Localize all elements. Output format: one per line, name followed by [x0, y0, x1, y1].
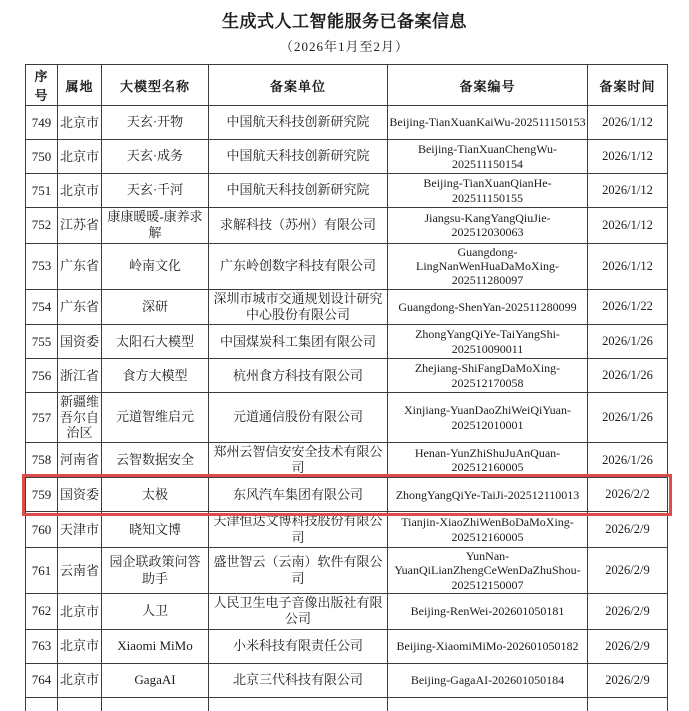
cell-serial-number: 753 — [26, 243, 58, 289]
cell-region: 北京市 — [58, 140, 102, 174]
cell-model-name: GagaAI — [102, 663, 209, 697]
cell-region: 广东省 — [58, 289, 102, 325]
cell-region: 浙江省 — [58, 359, 102, 393]
cell-model-name: 天玄·千河 — [102, 174, 209, 208]
cell-filing-code: Henan-YunZhiShuJuAnQuan-202512160005 — [388, 442, 588, 478]
column-header: 序号 — [26, 65, 58, 106]
cell-filing-date: 2026/1/26 — [588, 359, 668, 393]
cell-serial-number: 760 — [26, 512, 58, 548]
cell-filing-org — [209, 697, 388, 711]
cell-region — [58, 697, 102, 711]
cell-filing-code: Beijing-TianXuanQianHe-202511150155 — [388, 174, 588, 208]
page-title: 生成式人工智能服务已备案信息 — [0, 7, 689, 32]
cell-filing-date: 2026/1/12 — [588, 243, 668, 289]
cell-filing-org: 郑州云智信安安全技术有限公司 — [209, 442, 388, 478]
cell-region: 江苏省 — [58, 208, 102, 244]
table-row — [26, 663, 668, 697]
table-row — [26, 629, 668, 663]
cell-filing-date: 2026/1/12 — [588, 106, 668, 140]
cell-model-name: 园企联政策问答助手 — [102, 547, 209, 593]
column-header: 大模型名称 — [102, 65, 209, 106]
table-row — [26, 594, 668, 630]
cell-region: 北京市 — [58, 663, 102, 697]
table-body — [26, 106, 668, 711]
cell-filing-org: 东风汽车集团有限公司 — [209, 478, 388, 512]
cell-filing-code: Beijing-GagaAI-202601050184 — [388, 663, 588, 697]
table-row — [26, 106, 668, 140]
cell-serial-number: 757 — [26, 393, 58, 443]
table-row — [26, 289, 668, 325]
cell-filing-org: 天津恒达文博科技股份有限公司 — [209, 512, 388, 548]
cell-serial-number — [26, 697, 58, 711]
column-header: 备案时间 — [588, 65, 668, 106]
cell-filing-date: 2026/2/9 — [588, 663, 668, 697]
cell-filing-org: 中国煤炭科工集团有限公司 — [209, 325, 388, 359]
filing-table — [25, 64, 668, 711]
cell-filing-code — [388, 697, 588, 711]
header-row — [26, 65, 668, 106]
cell-model-name: 元道智维启元 — [102, 393, 209, 443]
column-header: 备案编号 — [388, 65, 588, 106]
cell-filing-code: Zhejiang-ShiFangDaMoXing-202512170058 — [388, 359, 588, 393]
cell-serial-number: 749 — [26, 106, 58, 140]
cell-region: 河南省 — [58, 442, 102, 478]
cell-serial-number: 758 — [26, 442, 58, 478]
cell-serial-number: 759 — [26, 478, 58, 512]
partial-row — [26, 697, 668, 711]
cell-model-name: 康康暖暖-康养求解 — [102, 208, 209, 244]
cell-serial-number: 761 — [26, 547, 58, 593]
cell-region: 天津市 — [58, 512, 102, 548]
cell-model-name: 云智数据安全 — [102, 442, 209, 478]
cell-filing-date: 2026/1/26 — [588, 393, 668, 443]
cell-region: 北京市 — [58, 174, 102, 208]
cell-filing-code: Guangdong-LingNanWenHuaDaMoXing-202511280097 — [388, 243, 588, 289]
cell-serial-number: 763 — [26, 629, 58, 663]
cell-filing-org: 人民卫生电子音像出版社有限公司 — [209, 594, 388, 630]
cell-model-name: Xiaomi MiMo — [102, 629, 209, 663]
cell-filing-code: Beijing-XiaomiMiMo-202601050182 — [388, 629, 588, 663]
page-subtitle: （2026年1月至2月） — [0, 36, 689, 55]
cell-filing-date: 2026/1/22 — [588, 289, 668, 325]
table-row — [26, 359, 668, 393]
cell-filing-org: 盛世智云（云南）软件有限公司 — [209, 547, 388, 593]
cell-model-name: 天玄·开物 — [102, 106, 209, 140]
cell-serial-number: 756 — [26, 359, 58, 393]
cell-filing-date: 2026/2/2 — [588, 478, 668, 512]
cell-serial-number: 751 — [26, 174, 58, 208]
cell-filing-date: 2026/2/9 — [588, 547, 668, 593]
cell-filing-date: 2026/2/9 — [588, 629, 668, 663]
cell-filing-org: 中国航天科技创新研究院 — [209, 140, 388, 174]
cell-filing-date: 2026/1/12 — [588, 140, 668, 174]
cell-filing-org: 中国航天科技创新研究院 — [209, 106, 388, 140]
cell-filing-date: 2026/1/12 — [588, 208, 668, 244]
cell-model-name: 太极 — [102, 478, 209, 512]
cell-filing-code: Beijing-RenWei-202601050181 — [388, 594, 588, 630]
cell-filing-code: Beijing-TianXuanKaiWu-202511150153 — [388, 106, 588, 140]
cell-region: 国资委 — [58, 325, 102, 359]
cell-filing-date — [588, 697, 668, 711]
cell-region: 北京市 — [58, 106, 102, 140]
cell-filing-org: 元道通信股份有限公司 — [209, 393, 388, 443]
cell-model-name: 人卫 — [102, 594, 209, 630]
cell-filing-date: 2026/2/9 — [588, 512, 668, 548]
cell-region: 北京市 — [58, 594, 102, 630]
document-page — [0, 7, 689, 677]
cell-filing-org: 中国航天科技创新研究院 — [209, 174, 388, 208]
table-row — [26, 547, 668, 593]
cell-filing-org: 杭州食方科技有限公司 — [209, 359, 388, 393]
cell-serial-number: 750 — [26, 140, 58, 174]
table-row — [26, 325, 668, 359]
cell-region: 新疆维吾尔自治区 — [58, 393, 102, 443]
cell-model-name: 晓知文博 — [102, 512, 209, 548]
cell-filing-code: Beijing-TianXuanChengWu-202511150154 — [388, 140, 588, 174]
cell-filing-org: 广东岭创数字科技有限公司 — [209, 243, 388, 289]
cell-region: 云南省 — [58, 547, 102, 593]
cell-filing-code: Xinjiang-YuanDaoZhiWeiQiYuan-202512010001 — [388, 393, 588, 443]
cell-filing-org: 北京三代科技有限公司 — [209, 663, 388, 697]
cell-filing-date: 2026/2/9 — [588, 594, 668, 630]
cell-serial-number: 762 — [26, 594, 58, 630]
cell-filing-date: 2026/1/12 — [588, 174, 668, 208]
cell-filing-org: 深圳市城市交通规划设计研究中心股份有限公司 — [209, 289, 388, 325]
cell-serial-number: 755 — [26, 325, 58, 359]
cell-filing-org: 小米科技有限责任公司 — [209, 629, 388, 663]
table-row — [26, 174, 668, 208]
highlighted-row — [26, 478, 668, 512]
table-row — [26, 208, 668, 244]
cell-model-name: 深研 — [102, 289, 209, 325]
cell-model-name: 岭南文化 — [102, 243, 209, 289]
table-row — [26, 512, 668, 548]
cell-filing-code: ZhongYangQiYe-TaiJi-202512110013 — [388, 478, 588, 512]
cell-region: 广东省 — [58, 243, 102, 289]
cell-model-name: 天玄·成务 — [102, 140, 209, 174]
cell-filing-org: 求解科技（苏州）有限公司 — [209, 208, 388, 244]
cell-filing-code: ZhongYangQiYe-TaiYangShi-202510090011 — [388, 325, 588, 359]
table-row — [26, 442, 668, 478]
cell-model-name: 太阳石大模型 — [102, 325, 209, 359]
cell-filing-date: 2026/1/26 — [588, 442, 668, 478]
cell-filing-code: Tianjin-XiaoZhiWenBoDaMoXing-202512160005 — [388, 512, 588, 548]
cell-serial-number: 764 — [26, 663, 58, 697]
cell-filing-code: Guangdong-ShenYan-202511280099 — [388, 289, 588, 325]
table-row — [26, 243, 668, 289]
cell-filing-date: 2026/1/26 — [588, 325, 668, 359]
cell-region: 国资委 — [58, 478, 102, 512]
cell-serial-number: 752 — [26, 208, 58, 244]
cell-filing-code: YunNan-YuanQiLianZhengCeWenDaZhuShou-202512150007 — [388, 547, 588, 593]
column-header: 备案单位 — [209, 65, 388, 106]
table-row — [26, 393, 668, 443]
cell-filing-code: Jiangsu-KangYangQiuJie-202512030063 — [388, 208, 588, 244]
cell-model-name — [102, 697, 209, 711]
cell-serial-number: 754 — [26, 289, 58, 325]
cell-model-name: 食方大模型 — [102, 359, 209, 393]
table-row — [26, 140, 668, 174]
column-header: 属地 — [58, 65, 102, 106]
cell-region: 北京市 — [58, 629, 102, 663]
table-header — [26, 65, 668, 106]
